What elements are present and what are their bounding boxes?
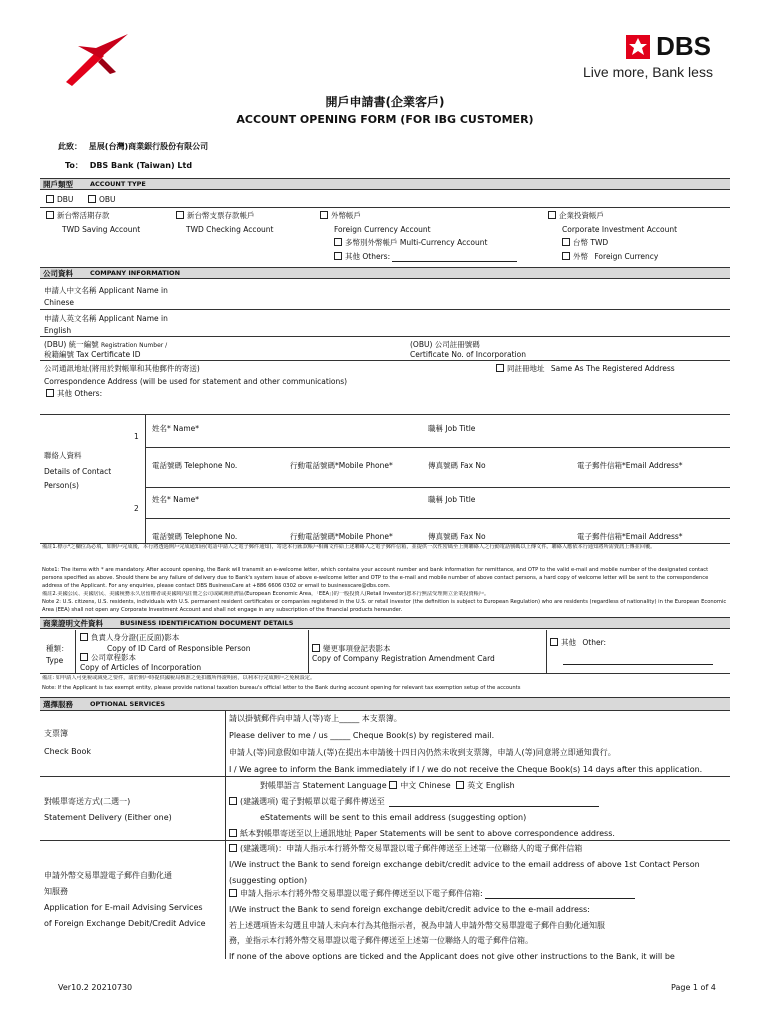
fx-service-zh1: 申請外幣交易單證電子郵件自動化通 bbox=[44, 871, 172, 880]
c2-job-en: Job Title bbox=[445, 495, 476, 504]
c2-job-zh: 職稱 bbox=[428, 495, 443, 504]
c2-name-zh: 姓名 bbox=[152, 495, 167, 504]
doc-type-en: Type bbox=[46, 656, 64, 665]
twd-saving-en: TWD Saving Account bbox=[62, 225, 141, 234]
c1-job-zh: 職稱 bbox=[428, 424, 443, 433]
others-checkbox[interactable] bbox=[334, 251, 517, 262]
en-name-en2: English bbox=[44, 326, 72, 335]
stmt-e-zh: (建議選項) 電子對帳單以電子郵件傳送至 bbox=[240, 797, 385, 806]
doc-other-en: Other: bbox=[582, 638, 607, 647]
cn-name-en1: Applicant Name in bbox=[98, 286, 168, 295]
twd-checking-en: TWD Checking Account bbox=[186, 225, 274, 234]
optional-services-header bbox=[40, 697, 730, 711]
c2-name-label bbox=[152, 494, 199, 505]
stmt-e-en: eStatements will be sent to this email address (suggesting option) bbox=[260, 813, 527, 822]
amend-card-zh: 變更事項登記表影本 bbox=[323, 644, 391, 653]
id-card-en: Copy of ID Card of Responsible Person bbox=[107, 644, 251, 653]
company-info-header-en: COMPANY INFORMATION bbox=[90, 269, 181, 277]
id-card-zh: 負責人身分證(正反面)影本 bbox=[91, 633, 180, 642]
fx-email-input[interactable] bbox=[485, 898, 635, 899]
cheque-r3: 申請人(等)同意假如申請人(等)在提出本申請後十四日內仍然未收到支票簿，申請人(等)同意將立即通知貴行。 bbox=[229, 748, 616, 757]
note2-en-2: Area (EEA) shall not open any Corporate Investment Account and shall not engage in any subscription of the financial products hereunder. bbox=[42, 607, 403, 613]
c2-name-en: * Name* bbox=[167, 495, 200, 504]
c2-mobile-en: *Mobile Phone* bbox=[335, 532, 393, 541]
corp-fc-en: Foreign Currency bbox=[594, 252, 659, 261]
others-en: Others: bbox=[362, 252, 391, 261]
stmt-chinese-label: 中文 Chinese bbox=[400, 781, 451, 790]
reg-zh: (DBU) 統一編號 bbox=[44, 340, 99, 349]
stmt-lang-label: 對帳單語言 Statement Language bbox=[260, 781, 387, 790]
account-type-header bbox=[40, 178, 730, 190]
corp-en: Corporate Investment Account bbox=[562, 225, 678, 234]
fx-r2: I/We instruct the Bank to send foreign exchange debit/credit advice to the email address of above 1st Contact Person bbox=[229, 860, 700, 869]
optional-header-zh: 選擇服務 bbox=[43, 700, 73, 709]
dbs-logo bbox=[625, 31, 711, 62]
c2-mobile-label bbox=[290, 531, 393, 542]
twd-saving-checkbox[interactable] bbox=[46, 210, 110, 221]
stmt-delivery-zh: 對帳單寄送方式(二選一) bbox=[44, 797, 131, 806]
tax-id-label bbox=[44, 349, 140, 360]
corp-fc-checkbox[interactable] bbox=[562, 251, 658, 262]
c1-email-en: *Email Address* bbox=[622, 461, 683, 470]
note1-en-1: Note1: The items with * are mandatory. After account opening, the Bank will transmit an e-welcome letter, which contains your account number and bank information for remittance, and OTP to the valid e-mail and mobile number of the designated contact bbox=[42, 567, 709, 573]
cn-name-en2: Chinese bbox=[44, 298, 74, 307]
reg-en: Registration Number / bbox=[101, 342, 168, 349]
obu-checkbox[interactable] bbox=[88, 194, 116, 205]
c1-name-zh: 姓名 bbox=[152, 424, 167, 433]
c1-tel-label bbox=[152, 460, 237, 471]
company-info-header-zh: 公司資料 bbox=[43, 269, 73, 278]
corr-address-en: Correspondence Address (will be used for statement and other communications) bbox=[44, 377, 348, 386]
contact-label-en1: Details of Contact bbox=[44, 467, 112, 476]
c2-tel-zh: 電話號碼 bbox=[152, 532, 182, 541]
others-input[interactable] bbox=[392, 261, 517, 262]
fx-option1-checkbox[interactable] bbox=[229, 843, 582, 854]
note2-zh: 備註2.美國公民、美國居民、美國稅務永久居留權者或美國境內註冊之公司或歐洲經濟區(European Economic Area，「EEA」)的一般投資人(Retail Investor)恕本行無法受理開立企業投資帳戶。 bbox=[42, 591, 490, 597]
stmt-chinese-checkbox[interactable] bbox=[389, 781, 451, 790]
others-zh: 其他 bbox=[345, 252, 360, 261]
fc-checkbox[interactable] bbox=[320, 210, 361, 221]
contact-no-1: 1 bbox=[134, 432, 139, 441]
multi-currency-checkbox[interactable] bbox=[334, 237, 487, 248]
twd-checking-zh: 新台幣支票存款帳戶 bbox=[187, 211, 255, 220]
dbs-x-logo bbox=[58, 28, 130, 86]
corp-twd-en: TWD bbox=[590, 238, 609, 247]
c2-fax-zh: 傳真號碼 bbox=[428, 532, 458, 541]
dbu-label: DBU bbox=[57, 195, 74, 204]
same-zh: 同註冊地址 bbox=[507, 364, 545, 373]
dbu-checkbox[interactable] bbox=[46, 194, 73, 205]
c2-email-label bbox=[577, 531, 683, 542]
c1-tel-en: Telephone No. bbox=[184, 461, 238, 470]
c2-fax-en: Fax No bbox=[460, 532, 486, 541]
company-info-header bbox=[40, 267, 730, 279]
en-name-en1: Applicant Name in bbox=[98, 314, 168, 323]
fc-en: Foreign Currency Account bbox=[334, 225, 431, 234]
fx-service-zh2: 知服務 bbox=[44, 887, 68, 896]
stmt-language-row bbox=[260, 780, 515, 791]
fx-option2-checkbox[interactable] bbox=[229, 888, 635, 899]
c1-email-label bbox=[577, 460, 683, 471]
business-docs-header bbox=[40, 617, 730, 629]
amend-card-en: Copy of Company Registration Amendment Card bbox=[312, 654, 495, 663]
multi-en: Multi-Currency Account bbox=[399, 238, 488, 247]
business-docs-header-zh: 商業證明文件資料 bbox=[43, 619, 103, 628]
note1-en-2: persons specified as above. Should there be any failure of delivery due to Bank's system issue of above e-welcome letter and OTP to the e-mail and mobile number of above contact persons, a hard copy of welcome letter will be sent to the correspondence bbox=[42, 575, 709, 581]
contact-label-zh: 聯絡人資料 bbox=[44, 451, 82, 460]
c1-name-en: * Name* bbox=[167, 424, 200, 433]
fx-r4: 申請人指示本行將外幣交易單證以電子郵件傳送至以下電子郵件信箱: bbox=[240, 889, 483, 898]
page-number: Page 1 of 4 bbox=[671, 983, 716, 992]
cheque-book-zh: 支票簿 bbox=[44, 729, 68, 738]
c2-fax-label bbox=[428, 531, 486, 542]
contact-label-en2: Person(s) bbox=[44, 481, 79, 490]
c1-mobile-label bbox=[290, 460, 393, 471]
addressee-zh-label: 此致： bbox=[58, 142, 82, 151]
corr-other-checkbox[interactable] bbox=[46, 388, 102, 399]
doc-type-zh: 種類： bbox=[46, 644, 69, 653]
obu-label: OBU bbox=[99, 195, 116, 204]
fx-r8: If none of the above options are ticked and the Applicant does not give other instructions to the Bank, it will be bbox=[229, 952, 675, 961]
stmt-email-input[interactable] bbox=[389, 806, 599, 807]
fx-r7: 務，並指示本行將外幣交易單證以電子郵件傳送至上述第一位聯絡人的電子郵件信箱。 bbox=[229, 936, 533, 945]
business-docs-header-en: BUSINESS IDENTIFICATION DOCUMENT DETAILS bbox=[120, 619, 294, 627]
fx-service-en1: Application for E-mail Advising Services bbox=[44, 903, 203, 912]
cheque-r2: Please deliver to me / us _____ Cheque Book(s) by registered mail. bbox=[229, 731, 495, 740]
c2-job-label bbox=[428, 494, 475, 505]
addressee-zh bbox=[58, 141, 208, 152]
en-name-zh: 申請人英文名稱 bbox=[44, 314, 97, 323]
note1-en-3: address of the Applicant. For any enquiries, please contact DBS BusinessCare at +886 6606 0302 or email to businesscare@dbs.com. bbox=[42, 583, 391, 589]
articles-en: Copy of Articles of Incorporation bbox=[80, 663, 202, 672]
stmt-english-checkbox[interactable] bbox=[456, 781, 514, 790]
same-en: Same As The Registered Address bbox=[550, 364, 675, 373]
note2-en-1: Note 2: U.S. citizens, U.S. residents, individuals with U.S. permanent resident certificates or companies registered in the U.S. or retail investor (the definition is subject to European Regulation) who are residents (regardless of nationality) in the European Economic bbox=[42, 599, 727, 605]
doc-other-checkbox[interactable] bbox=[550, 637, 606, 648]
c1-fax-label bbox=[428, 460, 486, 471]
c2-email-zh: 電子郵件信箱 bbox=[577, 532, 622, 541]
c1-tel-zh: 電話號碼 bbox=[152, 461, 182, 470]
fx-r3: (suggesting option) bbox=[229, 876, 308, 885]
addressee-en-label: To： bbox=[65, 161, 83, 170]
c1-job-label bbox=[428, 423, 475, 434]
cn-name-label bbox=[44, 285, 168, 296]
c1-mobile-zh: 行動電話號碼 bbox=[290, 461, 335, 470]
c2-tel-label bbox=[152, 531, 237, 542]
c1-email-zh: 電子郵件信箱 bbox=[577, 461, 622, 470]
note1-zh: 備註1.標示*之欄位為必填，如開戶完成後，本行將透過開戶完成通知函(電話中請人之電子郵件通知)，寄送本行匯款帳戶相關文件給上述聯絡人之電子郵件信箱，並提供一次性密碼至上開聯絡人之行動電話號碼以上傳文件。聯絡人應依本行通知將所需資訊上傳並回覆。 bbox=[42, 544, 656, 550]
version-label: Ver10.2 20210730 bbox=[58, 983, 133, 992]
fx-service-en2: of Foreign Exchange Debit/Credit Advice bbox=[44, 919, 206, 928]
c1-name-label bbox=[152, 423, 199, 434]
title-zh: 開戶申請書(企業客戶) bbox=[325, 95, 445, 109]
cheque-r1: 請以掛號郵件向申請人(等)寄上_____ 本支票簿。 bbox=[229, 714, 402, 723]
fx-r5: I/We instruct the Bank to send foreign exchange debit/credit advice to the e-mail address: bbox=[229, 905, 590, 914]
note3-en: Note: If the Applicant is tax exempt entity, please provide national taxation bureau's official letter to the Bank during account opening for relevant tax exemption setup of the accounts bbox=[42, 685, 521, 691]
brand-tagline: Live more, Bank less bbox=[583, 64, 713, 80]
obu-reg-en: Certificate No. of Incorporation bbox=[410, 350, 526, 359]
dbs-brand-name: DBS bbox=[656, 31, 711, 61]
addressee-en-value: DBS Bank (Taiwan) Ltd bbox=[89, 161, 193, 170]
account-type-header-zh: 開戶類型 bbox=[43, 180, 73, 189]
corr-other-zh: 其他 bbox=[57, 389, 72, 398]
same-address-checkbox[interactable] bbox=[496, 363, 675, 374]
c2-tel-en: Telephone No. bbox=[184, 532, 238, 541]
fc-zh: 外幣帳戶 bbox=[331, 211, 361, 220]
stmt-paper-label: 紙本對帳單寄送至以上通訊地址 Paper Statements will be sent to above correspondence address. bbox=[240, 829, 615, 838]
stmt-delivery-en: Statement Delivery (Either one) bbox=[44, 813, 172, 822]
addressee-en bbox=[65, 160, 192, 171]
stmt-paper-checkbox[interactable] bbox=[229, 828, 615, 839]
multi-zh: 多幣別外幣帳戶 bbox=[345, 238, 398, 247]
corp-invest-checkbox[interactable] bbox=[548, 210, 604, 221]
optional-header-en: OPTIONAL SERVICES bbox=[90, 700, 166, 708]
account-type-header-en: ACCOUNT TYPE bbox=[90, 180, 146, 188]
id-card-checkbox[interactable] bbox=[80, 632, 179, 643]
tax-en: Tax Certificate ID bbox=[76, 350, 141, 359]
corr-address-zh: 公司通訊地址(將用於對帳單和其他郵件的寄送) bbox=[44, 364, 200, 373]
c1-mobile-en: *Mobile Phone* bbox=[335, 461, 393, 470]
corp-twd-zh: 台幣 bbox=[573, 238, 588, 247]
c2-email-en: *Email Address* bbox=[622, 532, 683, 541]
corp-fc-zh: 外幣 bbox=[573, 252, 588, 261]
corp-zh: 企業投資帳戶 bbox=[559, 211, 604, 220]
doc-other-zh: 其他 bbox=[561, 638, 576, 647]
c1-job-en: Job Title bbox=[445, 424, 476, 433]
c1-fax-zh: 傳真號碼 bbox=[428, 461, 458, 470]
addressee-zh-value: 星展(台灣)商業銀行股份有限公司 bbox=[88, 142, 209, 151]
en-name-label bbox=[44, 313, 168, 324]
stmt-email-checkbox[interactable] bbox=[229, 796, 599, 807]
articles-zh: 公司章程影本 bbox=[91, 653, 136, 662]
dbs-star-icon bbox=[625, 34, 651, 60]
c2-mobile-zh: 行動電話號碼 bbox=[290, 532, 335, 541]
twd-checking-checkbox[interactable] bbox=[176, 210, 255, 221]
corr-other-en: Others: bbox=[74, 389, 103, 398]
c1-fax-en: Fax No bbox=[460, 461, 486, 470]
cn-name-zh: 申請人中文名稱 bbox=[44, 286, 97, 295]
contact-no-2: 2 bbox=[134, 504, 139, 513]
obu-reg-zh: (OBU) 公司註冊號碼 bbox=[410, 340, 480, 349]
fx-r6: 若上述選項皆未勾選且申請人未向本行為其他指示者，視為申請人申請外幣交易單證電子郵件自動化通知服 bbox=[229, 921, 605, 930]
fx-r1: (建議選項)：申請人指示本行將外幣交易單證以電子郵件傳送至上述第一位聯絡人的電子郵件信箱 bbox=[240, 844, 583, 853]
cheque-book-en: Check Book bbox=[44, 747, 92, 756]
corp-twd-checkbox[interactable] bbox=[562, 237, 608, 248]
title-en: ACCOUNT OPENING FORM (FOR IBG CUSTOMER) bbox=[236, 113, 534, 126]
twd-saving-zh: 新台幣活期存款 bbox=[57, 211, 110, 220]
cheque-r4: I / We agree to inform the Bank immediately if I / we do not receive the Cheque Book(s) 14 days after this application. bbox=[229, 765, 703, 774]
doc-other-input[interactable] bbox=[563, 664, 713, 665]
note3-zh: 備註: 如申請人可免稅或減免之要件，請於開戶時提供國稅局核准之免扣繳所得證明函，以利本行完成開戶之免稅設定。 bbox=[42, 675, 316, 681]
stmt-english-label: 英文 English bbox=[467, 781, 515, 790]
tax-zh: 稅籍編號 bbox=[44, 350, 74, 359]
